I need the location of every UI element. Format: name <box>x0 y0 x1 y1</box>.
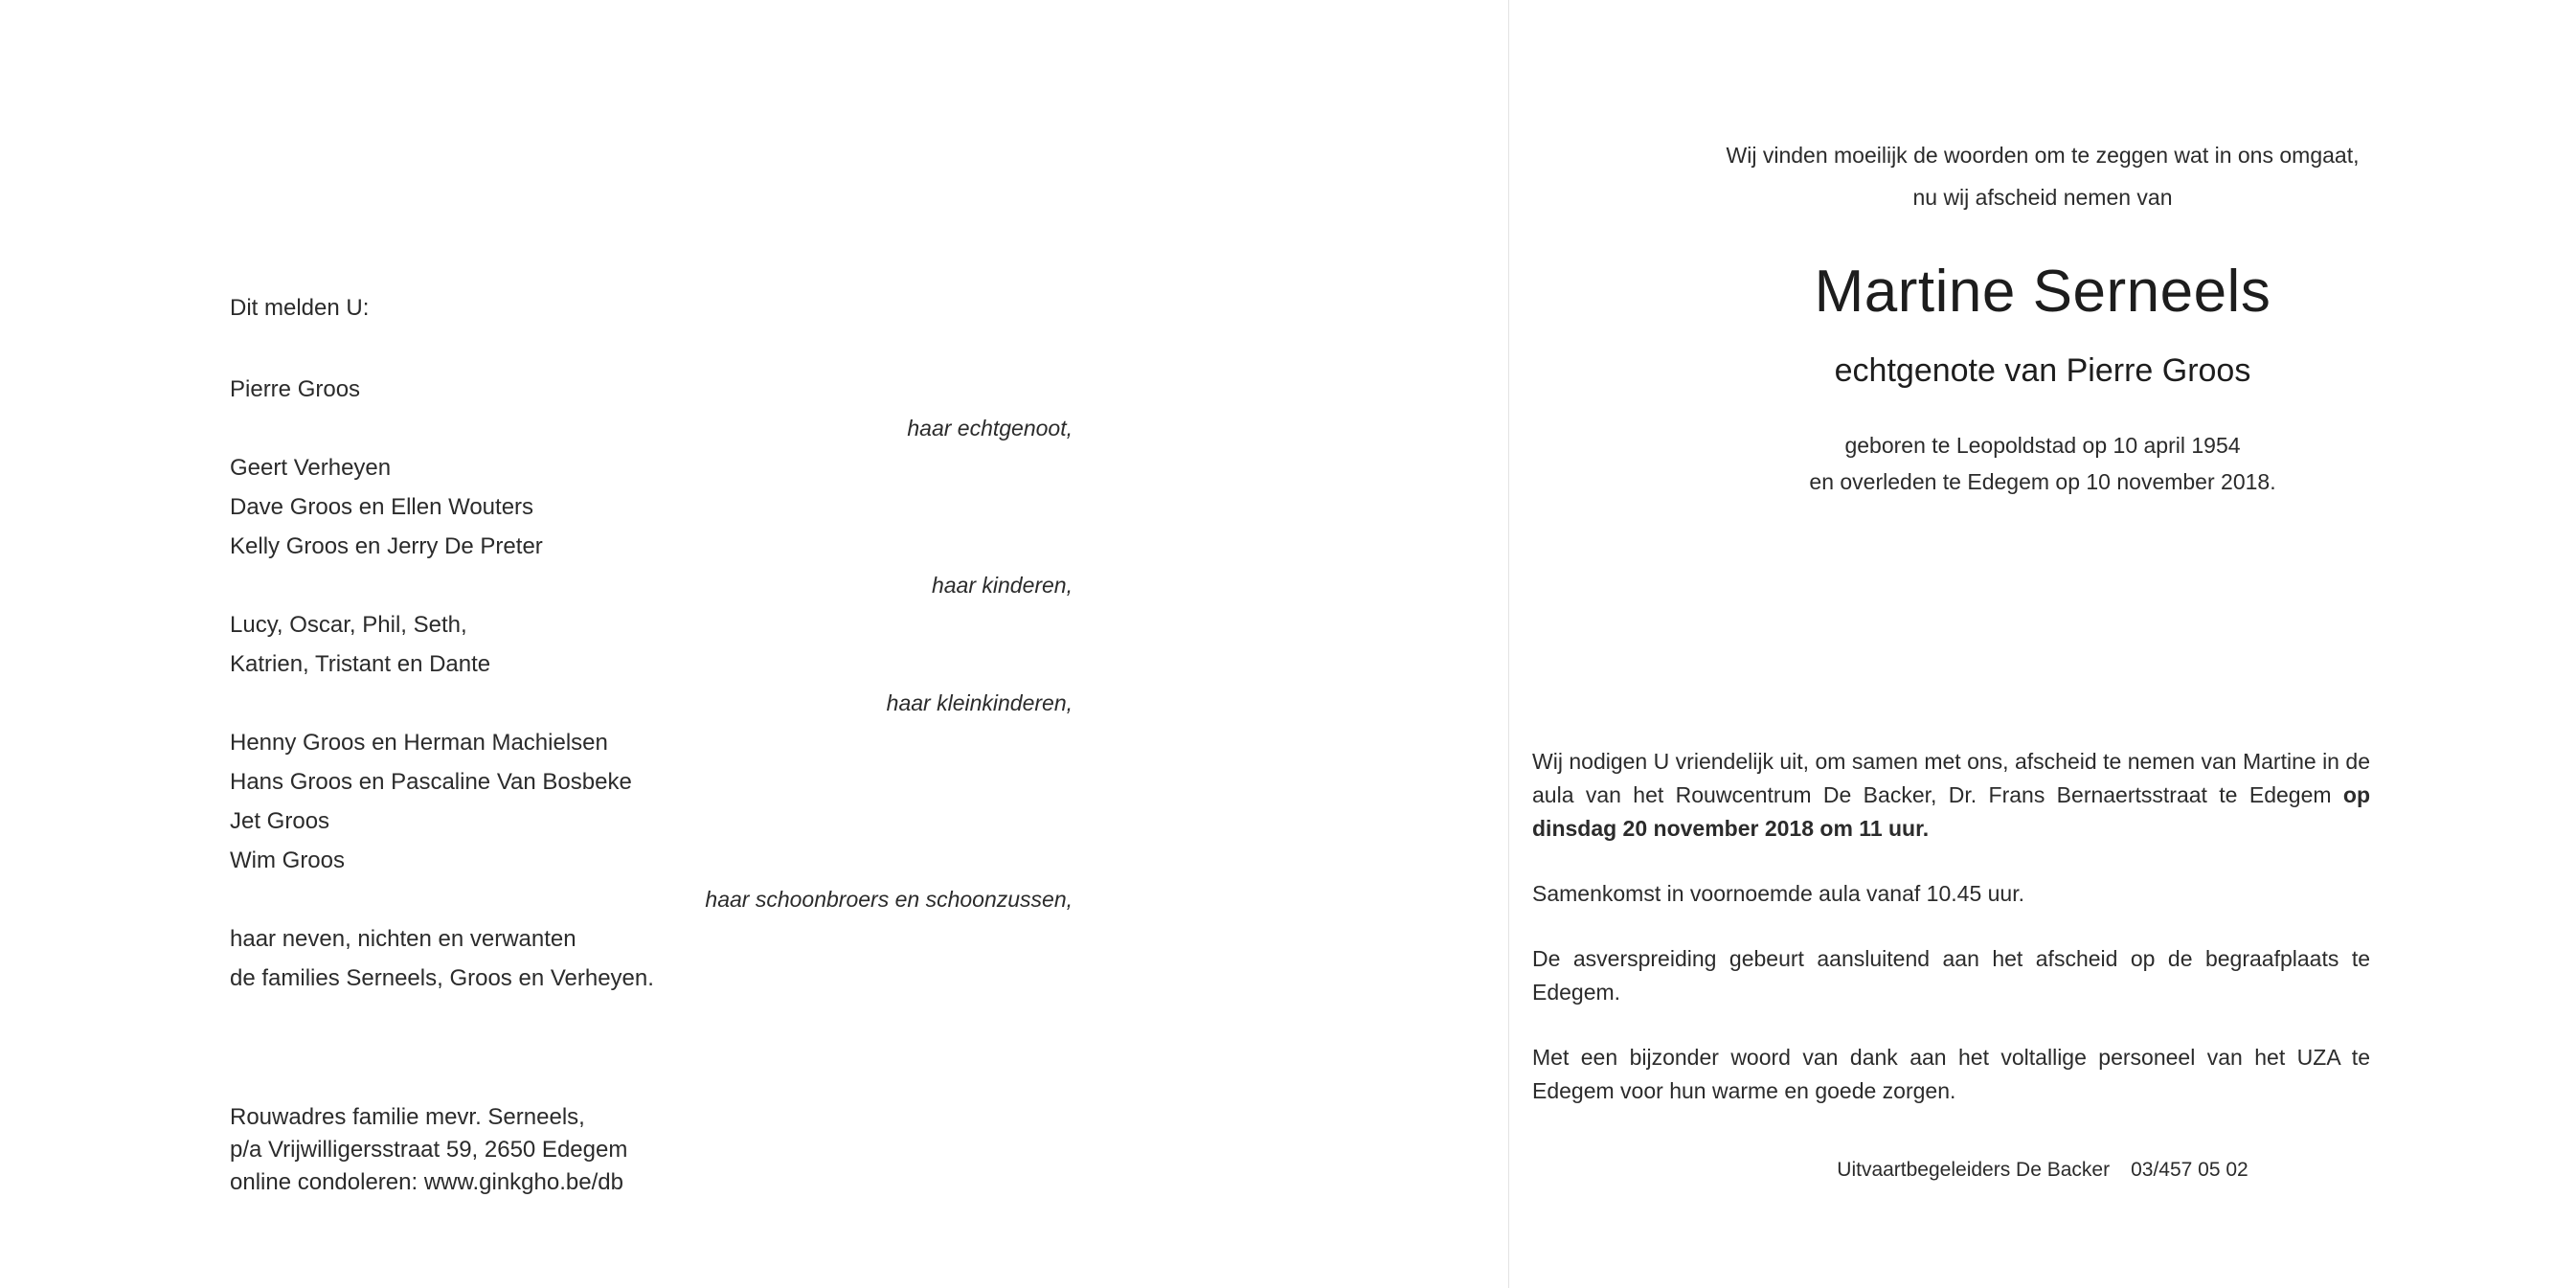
address-line: Rouwadres familie mevr. Serneels, <box>230 1104 585 1130</box>
family-member-name: Lucy, Oscar, Phil, Seth, <box>230 612 467 638</box>
family-relation-label: haar schoonbroers en schoonzussen, <box>705 887 1073 912</box>
family-group <box>230 370 1073 448</box>
death-line: en overleden te Edegem op 10 november 2018. <box>1809 469 2276 494</box>
family-member-name: Pierre Groos <box>230 376 361 402</box>
family-member-name: Henny Groos en Herman Machielsen <box>230 730 608 756</box>
deceased-name: Martine Serneels <box>1814 259 2271 325</box>
invitation-datetime: op dinsdag 20 november 2018 om 11 uur. <box>1532 782 2370 841</box>
condolence-link[interactable]: online condoleren: www.ginkgho.be/db <box>230 1169 623 1195</box>
ash-scattering-paragraph: De asverspreiding gebeurt aansluitend aan het afscheid op de begraafplaats te Edegem. <box>1532 946 2370 1005</box>
birth-line: geboren te Leopoldstad op 10 april 1954 <box>1844 433 2241 458</box>
spouse-line: echtgenote van Pierre Groos <box>1834 352 2251 389</box>
family-group <box>230 723 1073 919</box>
funeral-director-phone: 03/457 05 02 <box>2131 1159 2248 1181</box>
closing-line: de families Serneels, Groos en Verheyen. <box>230 965 654 991</box>
gathering-paragraph: Samenkomst in voornoemde aula vanaf 10.45 uur. <box>1532 881 2024 906</box>
family-relation-label: haar kleinkinderen, <box>886 690 1073 715</box>
announcement-block <box>230 297 1073 998</box>
funeral-director-name: Uitvaartbegeleiders De Backer <box>1837 1159 2111 1181</box>
family-relation-label: haar echtgenoot, <box>907 416 1073 441</box>
intro-line-2: nu wij afscheid nemen van <box>1912 185 2173 210</box>
announcement-intro: Dit melden U: <box>230 295 370 321</box>
family-member-name: Wim Groos <box>230 847 345 873</box>
mourning-address-block <box>230 1101 627 1199</box>
family-relation-label: haar kinderen, <box>931 573 1073 598</box>
family-member-name: Jet Groos <box>230 808 330 834</box>
family-member-name: Dave Groos en Ellen Wouters <box>230 494 534 520</box>
memorial-header <box>1509 134 2576 500</box>
invitation-text: Wij nodigen U vriendelijk uit, om samen met ons, afscheid te nemen van Martine in de aula van het Rouwcentrum De Backer, Dr. Frans Bernaertsstraat te Edegem <box>1532 749 2370 807</box>
family-member-name: Hans Groos en Pascaline Van Bosbeke <box>230 769 632 795</box>
invitation-block <box>1532 745 2370 1108</box>
intro-line-1: Wij vinden moeilijk de woorden om te zeggen wat in ons omgaat, <box>1726 143 2360 168</box>
thanks-paragraph: Met een bijzonder woord van dank aan het voltallige personeel van het UZA te Edegem voor hun warme en goede zorgen. <box>1532 1045 2370 1103</box>
family-group <box>230 448 1073 605</box>
family-group <box>230 605 1073 723</box>
funeral-director-footer <box>1509 1159 2576 1182</box>
invitation-paragraph <box>1532 745 2370 846</box>
address-line: p/a Vrijwilligersstraat 59, 2650 Edegem <box>230 1137 628 1163</box>
family-member-name: Geert Verheyen <box>230 455 392 481</box>
closing-line: haar neven, nichten en verwanten <box>230 926 576 952</box>
family-member-name: Katrien, Tristant en Dante <box>230 651 491 677</box>
family-member-name: Kelly Groos en Jerry De Preter <box>230 533 543 559</box>
